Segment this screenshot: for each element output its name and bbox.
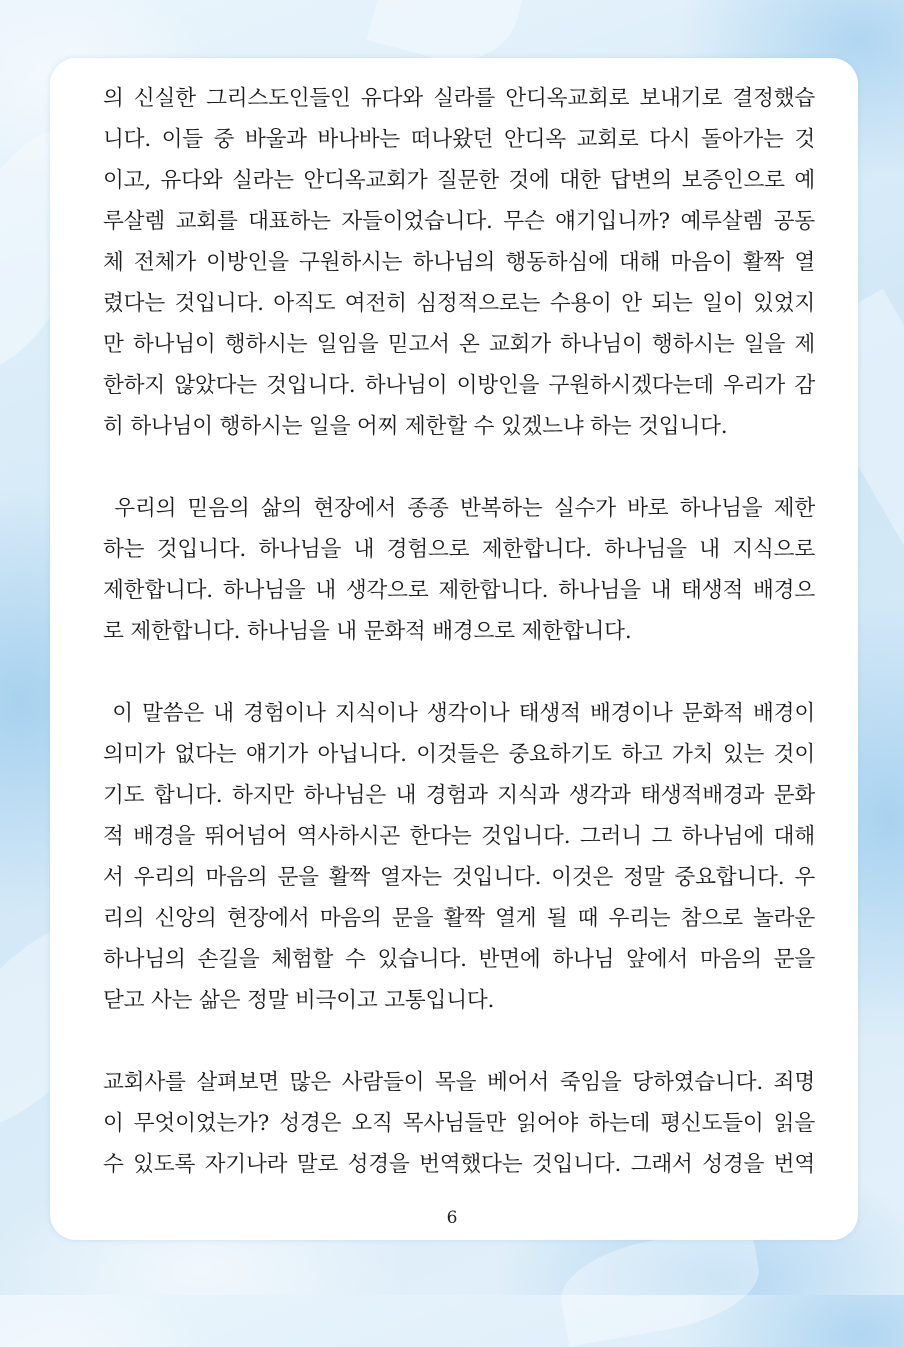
text-line: 이 무엇이었는가? 성경은 오직 목사님들만 읽어야 하는데 평신도들이 읽을	[103, 1111, 815, 1136]
text-line: 의 신실한 그리스도인들인 유다와 실라를 안디옥교회로 보내기로 결정했습	[103, 86, 815, 111]
text-line: 리의 신앙의 현장에서 마음의 문을 활짝 열게 될 때 우리는 참으로 놀라운	[103, 906, 815, 931]
paragraph-1	[103, 78, 815, 447]
text-line: 수 있도록 자기나라 말로 성경을 번역했다는 것입니다. 그래서 성경을 번역	[103, 1152, 815, 1177]
page-number: 6	[446, 1208, 458, 1228]
paragraph-gap	[103, 652, 815, 693]
text-line: 로 제한합니다. 하나님을 내 문화적 배경으로 제한합니다.	[103, 619, 632, 644]
text-line: 하나님의 손길을 체험할 수 있습니다. 반면에 하나님 앞에서 마음의 문을	[103, 947, 815, 972]
text-line: 한하지 않았다는 것입니다. 하나님이 이방인을 구원하시겠다는데 우리가 감	[103, 373, 815, 398]
text-line: 렸다는 것입니다. 아직도 여전히 심정적으로는 수용이 안 되는 일이 있었지	[103, 291, 815, 316]
paragraph-4	[103, 1062, 815, 1185]
background-leaf-decoration	[554, 1223, 767, 1346]
paragraph-gap	[103, 447, 815, 488]
body-text	[103, 78, 815, 1185]
text-line: 히 하나님이 행하시는 일을 어찌 제한할 수 있겠느냐 하는 것입니다.	[103, 414, 728, 439]
text-line: 루살렘 교회를 대표하는 자들이었습니다. 무슨 얘기입니까? 예루살렘 공동	[103, 209, 815, 234]
text-line: 기도 합니다. 하지만 하나님은 내 경험과 지식과 생각과 태생적배경과 문화	[103, 783, 815, 808]
text-line: 하는 것입니다. 하나님을 내 경험으로 제한합니다. 하나님을 내 지식으로	[103, 537, 815, 562]
text-line: 체 전체가 이방인을 구원하시는 하나님의 행동하심에 대해 마음이 활짝 열	[103, 250, 815, 275]
text-line: 만 하나님이 행하시는 일임을 믿고서 온 교회가 하나님이 행하시는 일을 제	[103, 332, 815, 357]
text-line: 우리의 믿음의 삶의 현장에서 종종 반복하는 실수가 바로 하나님을 제한	[103, 496, 815, 521]
text-line: 이 말씀은 내 경험이나 지식이나 생각이나 태생적 배경이나 문화적 배경이	[103, 701, 815, 726]
text-line: 닫고 사는 삶은 정말 비극이고 고통입니다.	[103, 988, 495, 1013]
text-line: 니다. 이들 중 바울과 바나바는 떠나왔던 안디옥 교회로 다시 돌아가는 것	[103, 127, 815, 152]
text-line: 의미가 없다는 얘기가 아닙니다. 이것들은 중요하기도 하고 가치 있는 것이	[103, 742, 815, 767]
paragraph-3	[103, 693, 815, 1021]
text-line: 교회사를 살펴보면 많은 사람들이 목을 베어서 죽임을 당하였습니다. 죄명	[103, 1070, 815, 1095]
text-line: 적 배경을 뛰어넘어 역사하시곤 한다는 것입니다. 그러니 그 하나님에 대해	[103, 824, 815, 849]
paragraph-2	[103, 488, 815, 652]
text-line: 제한합니다. 하나님을 내 생각으로 제한합니다. 하나님을 내 태생적 배경으	[103, 578, 815, 603]
paragraph-gap	[103, 1021, 815, 1062]
text-line: 이고, 유다와 실라는 안디옥교회가 질문한 것에 대한 답변의 보증인으로 예	[103, 168, 815, 193]
text-line: 서 우리의 마음의 문을 활짝 열자는 것입니다. 이것은 정말 중요합니다. 우	[103, 865, 815, 890]
